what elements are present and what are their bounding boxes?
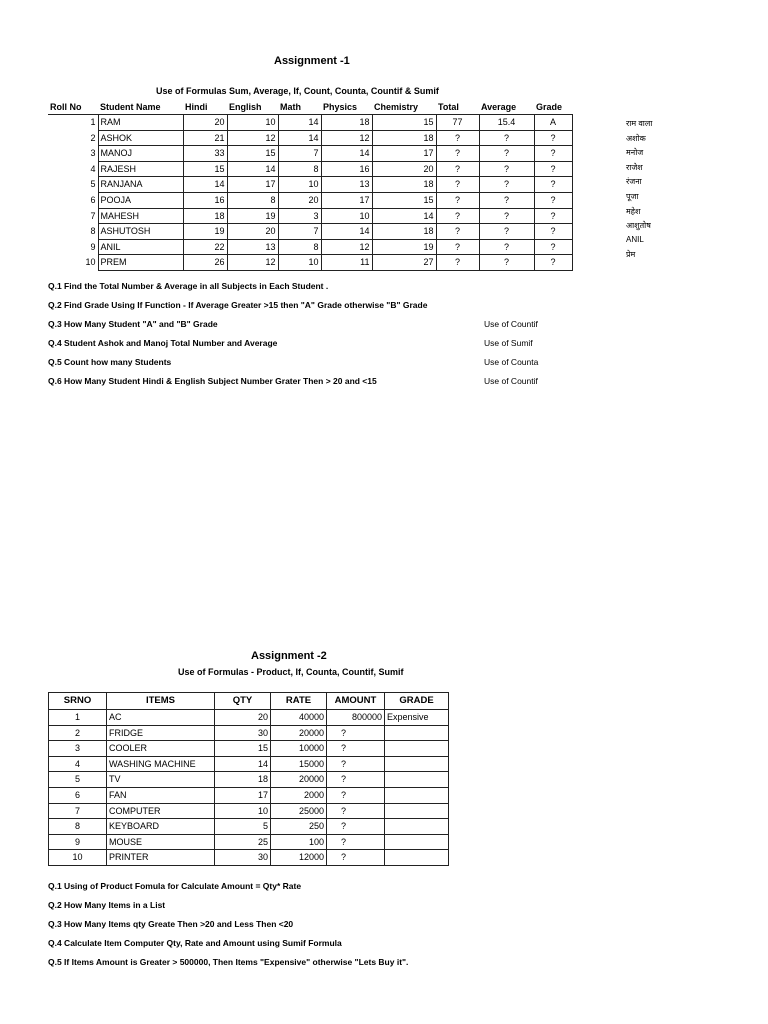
table-row <box>49 772 449 788</box>
table-cell: 33 <box>183 146 227 162</box>
side-name: महेश <box>626 206 641 216</box>
table-cell: 20000 <box>271 772 327 788</box>
table-cell <box>385 834 449 850</box>
table-cell: ? <box>327 741 385 757</box>
table-cell: ? <box>327 803 385 819</box>
table-cell: 26 <box>183 255 227 271</box>
table-cell <box>385 803 449 819</box>
table-cell: 19 <box>227 208 278 224</box>
table-cell: ? <box>327 756 385 772</box>
table-cell: 8 <box>227 192 278 208</box>
table-cell: ASHUTOSH <box>98 224 183 240</box>
side-name: अशोक <box>626 133 646 143</box>
table-cell: 9 <box>49 834 107 850</box>
table-row <box>48 255 572 271</box>
table-cell: ? <box>327 819 385 835</box>
table-cell: 15.4 <box>479 115 534 131</box>
table-cell: 7 <box>278 146 321 162</box>
table-cell: 1 <box>48 115 98 131</box>
table-cell: 10 <box>278 255 321 271</box>
table-cell: 17 <box>321 192 372 208</box>
table-cell: ? <box>436 208 479 224</box>
table-row <box>49 741 449 757</box>
table-cell <box>385 741 449 757</box>
table-cell: 27 <box>372 255 436 271</box>
question: Q.3 How Many Student "A" and "B" Grade <box>48 319 218 329</box>
column-header: GRADE <box>385 693 449 710</box>
table-cell: 10 <box>321 208 372 224</box>
column-header: Physics <box>323 102 358 112</box>
table-cell: 11 <box>321 255 372 271</box>
column-header: Hindi <box>185 102 208 112</box>
table-cell: 4 <box>48 161 98 177</box>
table-row <box>48 115 572 131</box>
table-cell: 9 <box>48 239 98 255</box>
table-cell: KEYBOARD <box>107 819 215 835</box>
table-cell: ? <box>436 192 479 208</box>
table-cell: 19 <box>183 224 227 240</box>
table-cell: PREM <box>98 255 183 271</box>
column-header: Average <box>481 102 517 112</box>
question: Q.1 Using of Product Fomula for Calculate Amount = Qty* Rate <box>48 881 302 891</box>
table-cell: 8 <box>278 239 321 255</box>
table-cell: ? <box>479 161 534 177</box>
table-cell: 15 <box>183 161 227 177</box>
assignment2-table <box>48 692 449 866</box>
table-cell: 17 <box>227 177 278 193</box>
table-cell: FRIDGE <box>107 725 215 741</box>
table-cell: 30 <box>215 725 271 741</box>
table-cell: 10 <box>215 803 271 819</box>
table-cell: AC <box>107 710 215 726</box>
table-cell: 5 <box>49 772 107 788</box>
table-cell: ? <box>534 161 572 177</box>
table-row <box>49 725 449 741</box>
question: Q.4 Calculate Item Computer Qty, Rate and Amount using Sumif Formula <box>48 938 342 948</box>
table-cell: 22 <box>183 239 227 255</box>
table-header-row <box>49 693 449 710</box>
side-name: प्रेम <box>626 250 636 260</box>
table-cell: RANJANA <box>98 177 183 193</box>
table-cell: RAJESH <box>98 161 183 177</box>
table-cell: 17 <box>215 787 271 803</box>
table-cell: 18 <box>372 130 436 146</box>
table-cell: 40000 <box>271 710 327 726</box>
table-row <box>48 239 572 255</box>
question: Q.3 How Many Items qty Greate Then >20 and Less Then <20 <box>48 919 294 929</box>
table-row <box>49 834 449 850</box>
table-row <box>49 787 449 803</box>
table-cell: 14 <box>215 756 271 772</box>
table-cell: ? <box>436 146 479 162</box>
table-cell: 18 <box>321 115 372 131</box>
table-cell: 12 <box>321 239 372 255</box>
formula-note: Use of Countif <box>484 376 538 386</box>
table-cell: 18 <box>372 177 436 193</box>
column-header: Chemistry <box>374 102 419 112</box>
table-cell: TV <box>107 772 215 788</box>
table-row <box>49 710 449 726</box>
table-row <box>49 850 449 866</box>
table-cell: COOLER <box>107 741 215 757</box>
table-cell: 20 <box>215 710 271 726</box>
table-cell: 3 <box>49 741 107 757</box>
table-cell: 15 <box>372 115 436 131</box>
table-row <box>48 146 572 162</box>
question: Q.5 Count how many Students <box>48 357 172 367</box>
table-cell: 14 <box>372 208 436 224</box>
table-cell: 10 <box>227 115 278 131</box>
formula-note: Use of Countif <box>484 319 538 329</box>
assignment2-title: Assignment -2 <box>251 650 327 662</box>
table-cell: ? <box>436 239 479 255</box>
table-cell: ? <box>327 772 385 788</box>
assignment2-subtitle: Use of Formulas - Product, If, Counta, Countif, Sumif <box>178 667 404 677</box>
column-header: SRNO <box>49 693 107 710</box>
table-cell: 17 <box>372 146 436 162</box>
table-cell: 10000 <box>271 741 327 757</box>
table-cell: 21 <box>183 130 227 146</box>
table-cell: 12000 <box>271 850 327 866</box>
table-cell: 15 <box>227 146 278 162</box>
table-cell: 3 <box>278 208 321 224</box>
table-cell: FAN <box>107 787 215 803</box>
table-cell: ? <box>534 130 572 146</box>
table-cell: 6 <box>49 787 107 803</box>
table-cell: ? <box>327 725 385 741</box>
table-cell: ANIL <box>98 239 183 255</box>
table-cell: COMPUTER <box>107 803 215 819</box>
table-row <box>48 208 572 224</box>
table-cell: 5 <box>215 819 271 835</box>
table-cell: 20 <box>183 115 227 131</box>
table-cell: 18 <box>372 224 436 240</box>
table-cell: 20000 <box>271 725 327 741</box>
column-header: Grade <box>536 102 563 112</box>
table-cell: ? <box>479 130 534 146</box>
table-cell: 7 <box>49 803 107 819</box>
table-cell: 14 <box>227 161 278 177</box>
table-cell: 7 <box>278 224 321 240</box>
table-cell: 3 <box>48 146 98 162</box>
table-row <box>48 177 572 193</box>
table-cell <box>385 787 449 803</box>
formula-note: Use of Sumif <box>484 338 533 348</box>
table-cell: 10 <box>48 255 98 271</box>
table-cell: 8 <box>49 819 107 835</box>
question: Q.5 If Items Amount is Greater > 500000, Then Items "Expensive" otherwise "Lets Buy it". <box>48 957 409 967</box>
table-cell: 20 <box>278 192 321 208</box>
table-cell: 12 <box>227 255 278 271</box>
table-cell: 250 <box>271 819 327 835</box>
column-header: RATE <box>271 693 327 710</box>
assignment1-title: Assignment -1 <box>274 55 350 67</box>
side-name: राजेश <box>626 162 643 172</box>
table-cell: ? <box>436 255 479 271</box>
column-header: ITEMS <box>107 693 215 710</box>
table-cell: ? <box>327 787 385 803</box>
table-cell: 8 <box>48 224 98 240</box>
table-cell: 2 <box>48 130 98 146</box>
table-cell <box>385 725 449 741</box>
table-cell: 14 <box>278 130 321 146</box>
table-cell: 6 <box>48 192 98 208</box>
table-cell: ? <box>479 192 534 208</box>
assignment1-table <box>48 100 573 271</box>
column-header: Total <box>438 102 459 112</box>
table-cell: 1 <box>49 710 107 726</box>
table-cell: 13 <box>227 239 278 255</box>
table-cell: 7 <box>48 208 98 224</box>
side-name: पूजा <box>626 192 639 201</box>
table-cell: ? <box>534 192 572 208</box>
table-cell: Expensive <box>385 710 449 726</box>
question: Q.2 Find Grade Using If Function - If Average Greater >15 then "A" Grade otherwise "B" Grade <box>48 300 428 310</box>
table-header-row <box>48 100 572 115</box>
table-cell: POOJA <box>98 192 183 208</box>
side-name: आशुतोष <box>626 221 651 231</box>
column-header: Student Name <box>100 102 161 112</box>
table-cell: ASHOK <box>98 130 183 146</box>
table-cell: 25000 <box>271 803 327 819</box>
table-row <box>49 756 449 772</box>
table-cell: A <box>534 115 572 131</box>
side-name: राम वाला <box>626 119 653 128</box>
table-cell: 20 <box>372 161 436 177</box>
side-name: मनोज <box>626 148 644 158</box>
column-header: Roll No <box>50 102 82 112</box>
table-cell: 10 <box>49 850 107 866</box>
table-cell: 25 <box>215 834 271 850</box>
table-cell: RAM <box>98 115 183 131</box>
table-cell: 2000 <box>271 787 327 803</box>
table-cell: 16 <box>183 192 227 208</box>
table-cell: MAHESH <box>98 208 183 224</box>
table-cell: 18 <box>215 772 271 788</box>
table-cell: ? <box>436 130 479 146</box>
table-row <box>48 130 572 146</box>
table-cell: 4 <box>49 756 107 772</box>
formula-note: Use of Counta <box>484 357 539 367</box>
table-cell: ? <box>534 224 572 240</box>
table-cell: ? <box>534 146 572 162</box>
table-cell: 14 <box>183 177 227 193</box>
table-cell: ? <box>436 161 479 177</box>
column-header: AMOUNT <box>327 693 385 710</box>
table-cell: 2 <box>49 725 107 741</box>
question: Q.6 How Many Student Hindi & English Subject Number Grater Then > 20 and <15 <box>48 376 377 386</box>
table-row <box>49 803 449 819</box>
table-cell: 20 <box>227 224 278 240</box>
column-header: QTY <box>215 693 271 710</box>
table-cell: 100 <box>271 834 327 850</box>
table-cell: ? <box>479 239 534 255</box>
table-cell <box>385 756 449 772</box>
table-cell: 12 <box>321 130 372 146</box>
table-cell: ? <box>327 850 385 866</box>
table-cell: ? <box>327 834 385 850</box>
table-cell: ? <box>479 208 534 224</box>
table-row <box>49 819 449 835</box>
table-cell: MOUSE <box>107 834 215 850</box>
table-cell <box>385 850 449 866</box>
question: Q.4 Student Ashok and Manoj Total Number and Average <box>48 338 278 348</box>
table-cell: ? <box>479 146 534 162</box>
table-cell: 15000 <box>271 756 327 772</box>
table-row <box>48 192 572 208</box>
table-cell: ? <box>436 177 479 193</box>
table-cell: ? <box>534 208 572 224</box>
side-name: ANIL <box>626 234 644 244</box>
question: Q.2 How Many Items in a List <box>48 900 166 910</box>
table-row <box>48 224 572 240</box>
table-cell: 30 <box>215 850 271 866</box>
table-cell: 77 <box>436 115 479 131</box>
table-cell: ? <box>479 255 534 271</box>
table-cell: 800000 <box>327 710 385 726</box>
table-cell: ? <box>479 224 534 240</box>
column-header: English <box>229 102 262 112</box>
table-cell: 12 <box>227 130 278 146</box>
column-header: Math <box>280 102 301 112</box>
table-cell: 18 <box>183 208 227 224</box>
table-cell: 14 <box>278 115 321 131</box>
table-cell <box>385 772 449 788</box>
table-cell: PRINTER <box>107 850 215 866</box>
table-cell: 10 <box>278 177 321 193</box>
table-row <box>48 161 572 177</box>
table-cell: 5 <box>48 177 98 193</box>
table-cell: 15 <box>215 741 271 757</box>
table-cell: 13 <box>321 177 372 193</box>
table-cell: 8 <box>278 161 321 177</box>
table-cell: 15 <box>372 192 436 208</box>
table-cell: 14 <box>321 224 372 240</box>
assignment1-subtitle: Use of Formulas Sum, Average, If, Count, Counta, Countif & Sumif <box>156 86 439 96</box>
table-cell: 19 <box>372 239 436 255</box>
table-cell: ? <box>534 239 572 255</box>
table-cell: ? <box>534 255 572 271</box>
question: Q.1 Find the Total Number & Average in all Subjects in Each Student . <box>48 281 329 291</box>
table-cell: 14 <box>321 146 372 162</box>
table-cell: ? <box>479 177 534 193</box>
table-cell: WASHING MACHINE <box>107 756 215 772</box>
table-cell: 16 <box>321 161 372 177</box>
side-name: रंजना <box>626 177 642 187</box>
table-cell: MANOJ <box>98 146 183 162</box>
table-cell <box>385 819 449 835</box>
table-cell: ? <box>436 224 479 240</box>
table-cell: ? <box>534 177 572 193</box>
